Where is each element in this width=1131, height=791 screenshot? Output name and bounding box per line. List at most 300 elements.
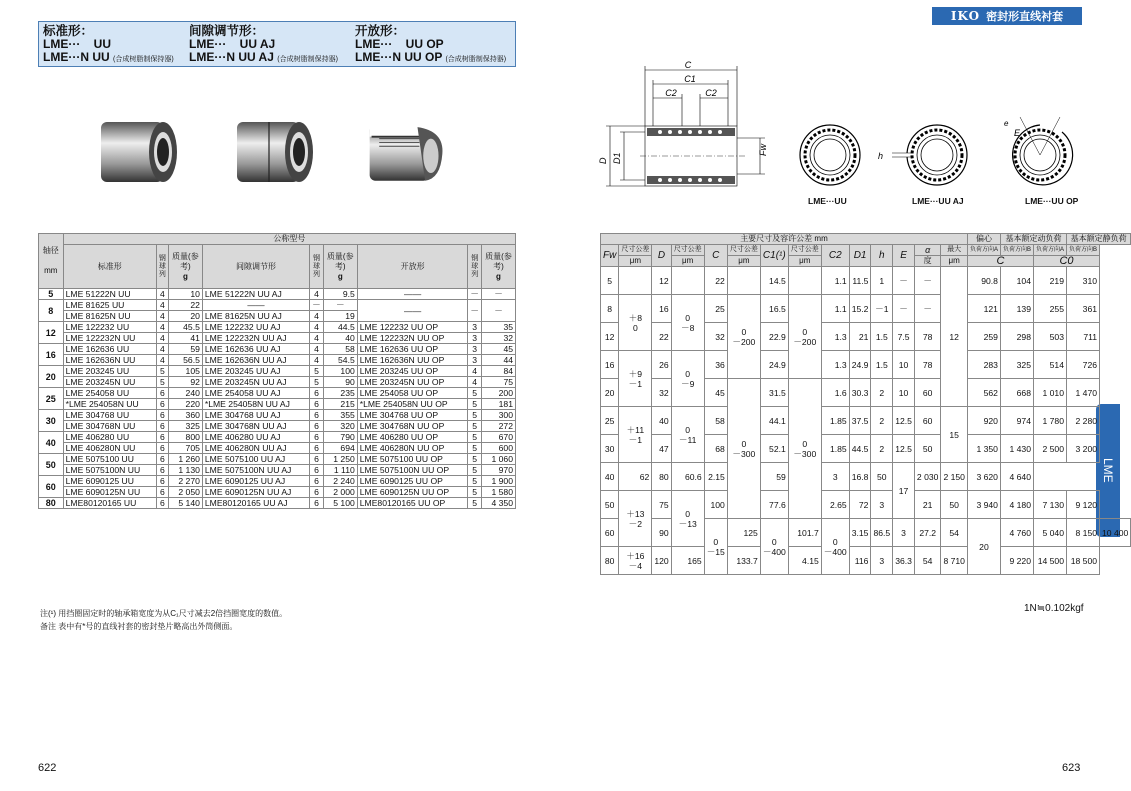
table-cell: 4: [468, 377, 482, 388]
table-cell: 5 140: [168, 498, 202, 509]
table-cell: 215: [323, 399, 357, 410]
table-cell: 2 150: [941, 463, 968, 491]
table-cell: 1.5: [871, 351, 893, 379]
table-cell: 2 270: [168, 476, 202, 487]
table-cell: 5: [468, 465, 482, 476]
dim-c2-left: C2: [665, 88, 677, 98]
table-cell: 22: [704, 267, 727, 295]
table-cell: 0 －200: [727, 295, 760, 379]
side-tab[interactable]: LME: [1096, 404, 1120, 537]
table-cell: 1 470: [1067, 379, 1100, 407]
table-cell: 562: [967, 379, 1000, 407]
th-dyn-b: 负荷方向B: [1000, 245, 1033, 256]
table-cell: LME 406280 UU OP: [357, 432, 468, 443]
table-cell: 0 －8: [671, 295, 704, 351]
table-cell: 90: [652, 519, 671, 547]
header-adjustable: 间隙调节形： LME··· UU AJ LME···N UU AJ (合成树脂制保持器): [189, 24, 338, 64]
table-row: [39, 289, 516, 300]
table-cell: LME 5075100N UU OP: [357, 465, 468, 476]
table-cell: 6: [156, 465, 168, 476]
table-cell: 5: [468, 399, 482, 410]
table-cell: 56.5: [168, 355, 202, 366]
table-cell: [671, 267, 704, 295]
table-cell: 320: [323, 421, 357, 432]
table-cell: LME 81625 UU: [63, 300, 156, 311]
table-cell: 1 130: [168, 465, 202, 476]
table-row: [39, 333, 516, 344]
table-cell: 4: [156, 355, 168, 366]
table-cell: 6: [310, 388, 324, 399]
shaft-diameter: 25: [39, 388, 64, 410]
table-cell: 298: [1000, 323, 1033, 351]
table-cell: 5: [468, 454, 482, 465]
table-cell: 2 500: [1033, 435, 1066, 463]
table-cell: 5 040: [1033, 519, 1066, 547]
table-cell: 1 250: [323, 454, 357, 465]
table-cell: 17: [893, 463, 915, 519]
table-cell: LME 203245N UU OP: [357, 377, 468, 388]
unit-note: 1N≒0.102kgf: [1024, 603, 1084, 614]
table-cell: 59: [168, 344, 202, 355]
table-cell: 2 280: [1067, 407, 1100, 435]
table-row: [39, 366, 516, 377]
table-cell: LME 304768 UU AJ: [202, 410, 309, 421]
table-cell: 60: [914, 407, 941, 435]
table-cell: 105: [168, 366, 202, 377]
table-row: [39, 410, 516, 421]
table-cell: 790: [323, 432, 357, 443]
dim-c1: C1: [684, 74, 696, 84]
table-cell: 116: [849, 547, 871, 575]
table-cell: 2 030: [914, 463, 941, 491]
table-cell: 32: [704, 323, 727, 351]
endview-uu: [795, 120, 865, 190]
table-cell: 32: [482, 333, 516, 344]
table-cell: 6: [310, 432, 324, 443]
table-cell: －: [323, 300, 357, 311]
dim-h: h: [878, 151, 884, 161]
table-row: [39, 465, 516, 476]
table-cell: 8: [601, 295, 619, 323]
table-cell: 21: [849, 323, 871, 351]
table-cell: －: [310, 300, 324, 311]
table-cell: 181: [482, 399, 516, 410]
table-row: [39, 399, 516, 410]
table-cell: 6: [310, 410, 324, 421]
table-cell: 5: [156, 366, 168, 377]
table-row: [39, 443, 516, 454]
table-cell: 78: [914, 323, 941, 351]
table-cell: 4: [156, 322, 168, 333]
table-cell: 0 －300: [727, 379, 760, 519]
table-cell: 21: [914, 491, 941, 519]
table-cell: 4: [310, 311, 324, 322]
table-row: [601, 407, 1131, 435]
table-cell: 4: [156, 333, 168, 344]
table-cell: 80: [601, 547, 619, 575]
table-cell: ——: [202, 300, 309, 311]
table-cell: －: [482, 300, 516, 322]
endview-aj: [872, 120, 972, 190]
table-cell: 0 －400: [760, 519, 788, 575]
bushing-photo-adjustable: [229, 116, 317, 188]
table-cell: 52.1: [760, 435, 788, 463]
table-cell: ＋16 －4: [619, 547, 652, 575]
table-cell: 54: [941, 519, 968, 547]
table-cell: 514: [1033, 351, 1066, 379]
table-cell: 14.5: [760, 267, 788, 295]
th-mass3: 质量(参考) g: [482, 245, 516, 289]
caption-op: LME···UU OP: [1025, 196, 1079, 206]
brand-logo: IKO: [950, 9, 981, 23]
table-cell: LME80120165 UU AJ: [202, 498, 309, 509]
th-shaft: 轴径 mm: [39, 234, 64, 289]
table-cell: LME 5075100N UU: [63, 465, 156, 476]
table-cell: 1.85: [821, 435, 849, 463]
table-cell: 2 240: [323, 476, 357, 487]
table-cell: LME 6090125 UU: [63, 476, 156, 487]
table-cell: LME 122232N UU: [63, 333, 156, 344]
table-cell: 600: [482, 443, 516, 454]
table-row: [601, 491, 1131, 519]
table-cell: 6: [310, 465, 324, 476]
table-cell: 16.5: [760, 295, 788, 323]
table-cell: 3: [871, 547, 893, 575]
table-cell: 68: [704, 435, 727, 463]
table-cell: 77.6: [760, 491, 788, 519]
table-cell: 6: [156, 388, 168, 399]
table-cell: 1.6: [821, 379, 849, 407]
table-cell: 40: [323, 333, 357, 344]
table-cell: 6: [156, 443, 168, 454]
table-cell: 220: [168, 399, 202, 410]
table-cell: 705: [168, 443, 202, 454]
table-cell: 15: [941, 407, 968, 463]
table-cell: 255: [1033, 295, 1066, 323]
table-cell: 104: [1000, 267, 1033, 295]
table-row: [39, 300, 516, 311]
table-cell: 75: [652, 491, 671, 519]
table-cell: 2: [871, 379, 893, 407]
header-box: [38, 21, 516, 67]
table-cell: LME 6090125N UU: [63, 487, 156, 498]
table-cell: 18 500: [1067, 547, 1100, 575]
table-cell: 139: [1000, 295, 1033, 323]
shaft-diameter: 30: [39, 410, 64, 432]
table-cell: 84: [482, 366, 516, 377]
table-cell: 0 －15: [704, 519, 727, 575]
table-cell: LME 6090125 UU OP: [357, 476, 468, 487]
shaft-diameter: 8: [39, 300, 64, 322]
table-cell: 355: [323, 410, 357, 421]
th-model: 公称型号: [63, 234, 515, 245]
table-cell: LME 122232 UU OP: [357, 322, 468, 333]
brand-bar: [932, 7, 1082, 25]
table-row: [601, 547, 1131, 575]
table-cell: 44.5: [849, 435, 871, 463]
th-max: 最大: [941, 245, 968, 256]
table-cell: 7.5: [893, 323, 915, 351]
table-cell: 1 430: [1000, 435, 1033, 463]
th-c1: C1(¹): [760, 245, 788, 267]
table-cell: ＋11 －1: [619, 407, 652, 463]
table-cell: 14 500: [1033, 547, 1066, 575]
table-cell: 36.3: [893, 547, 915, 575]
table-cell: 60: [914, 379, 941, 407]
table-cell: 60.6: [671, 463, 704, 491]
table-cell: 726: [1067, 351, 1100, 379]
th-c1-tol: 尺寸公差: [788, 245, 821, 256]
table-cell: LME 254058 UU: [63, 388, 156, 399]
table-cell: 4: [468, 366, 482, 377]
table-cell: LME 162636 UU AJ: [202, 344, 309, 355]
table-cell: 10: [893, 351, 915, 379]
table-cell: 120: [652, 547, 671, 575]
table-cell: 325: [1000, 351, 1033, 379]
table-cell: LME 304768N UU OP: [357, 421, 468, 432]
table-cell: 101.7: [788, 519, 821, 547]
table-cell: 5: [310, 366, 324, 377]
table-cell: 4.15: [788, 547, 821, 575]
table-cell: LME 5075100 UU AJ: [202, 454, 309, 465]
table-cell: 920: [967, 407, 1000, 435]
table-cell: 5: [468, 443, 482, 454]
table-cell: 1 900: [482, 476, 516, 487]
table-cell: LME80120165 UU: [63, 498, 156, 509]
table-cell: 0 －300: [788, 379, 821, 519]
table-cell: 10: [893, 379, 915, 407]
table-cell: 100: [704, 491, 727, 519]
th-ball: 钢球列: [156, 245, 168, 289]
table-cell: LME 122232 UU AJ: [202, 322, 309, 333]
table-cell: LME 254058 UU AJ: [202, 388, 309, 399]
table-cell: 3: [821, 463, 849, 491]
table-cell: LME 5075100 UU OP: [357, 454, 468, 465]
dim-fw: Fw: [758, 144, 768, 156]
table-cell: 40: [652, 407, 671, 435]
table-row: [39, 322, 516, 333]
table-cell: LME 203245N UU: [63, 377, 156, 388]
table-cell: 5: [468, 487, 482, 498]
table-cell: LME 406280 UU AJ: [202, 432, 309, 443]
table-cell: 4: [310, 289, 324, 300]
table-cell: 3: [468, 333, 482, 344]
model-table: [38, 233, 516, 509]
table-cell: 78: [914, 351, 941, 379]
th-ball3: 钢球列: [468, 245, 482, 289]
shaft-diameter: 20: [39, 366, 64, 388]
table-cell: 1 110: [323, 465, 357, 476]
th-mass: 质量(参考) g: [168, 245, 202, 289]
table-cell: LME 81625N UU AJ: [202, 311, 309, 322]
table-cell: LME 122232N UU OP: [357, 333, 468, 344]
table-cell: 72: [849, 491, 871, 519]
table-cell: 25: [601, 407, 619, 435]
table-cell: LME 162636 UU OP: [357, 344, 468, 355]
shaft-diameter: 16: [39, 344, 64, 366]
table-cell: 15.2: [849, 295, 871, 323]
table-cell: 5: [468, 388, 482, 399]
table-cell: 2.15: [704, 463, 727, 491]
table-cell: 30: [601, 435, 619, 463]
bushing-photo-standard: [93, 116, 181, 188]
table-cell: 12: [941, 267, 968, 407]
table-cell: 5 100: [323, 498, 357, 509]
table-cell: 9 220: [1000, 547, 1033, 575]
table-cell: LME 6090125 UU AJ: [202, 476, 309, 487]
table-cell: 7 130: [1033, 491, 1066, 519]
table-cell: 1: [871, 267, 893, 295]
table-cell: 325: [168, 421, 202, 432]
table-cell: 310: [1067, 267, 1100, 295]
table-cell: 32: [652, 379, 671, 407]
table-cell: 6: [156, 410, 168, 421]
table-cell: 4: [310, 344, 324, 355]
table-cell: LME 406280 UU: [63, 432, 156, 443]
table-cell: 4 350: [482, 498, 516, 509]
table-cell: 9 120: [1067, 491, 1100, 519]
table-cell: ＋9 －1: [619, 351, 652, 407]
th-sta: 基本额定静负荷: [1067, 234, 1131, 245]
th-d: D: [652, 245, 671, 267]
table-cell: 3 200: [1067, 435, 1100, 463]
table-cell: 5: [468, 432, 482, 443]
table-cell: 3: [468, 322, 482, 333]
table-cell: LME 406280N UU AJ: [202, 443, 309, 454]
table-row: [39, 487, 516, 498]
table-cell: *LME 254058N UU OP: [357, 399, 468, 410]
table-cell: 44: [482, 355, 516, 366]
table-cell: LME 162636N UU OP: [357, 355, 468, 366]
table-cell: 6: [310, 454, 324, 465]
table-cell: 3: [468, 355, 482, 366]
th-c2: C2: [821, 245, 849, 267]
table-cell: 6: [310, 476, 324, 487]
table-cell: ——: [357, 300, 468, 322]
th-ball2: 钢球列: [310, 245, 324, 289]
table-cell: 100: [323, 366, 357, 377]
table-cell: LME 5075100 UU: [63, 454, 156, 465]
table-row: [601, 351, 1131, 379]
table-cell: 58: [704, 407, 727, 435]
table-cell: *LME 254058N UU: [63, 399, 156, 410]
shaft-diameter: 5: [39, 289, 64, 300]
table-cell: 2: [871, 435, 893, 463]
header-open: 开放形： LME··· UU OP LME···N UU OP (合成树脂制保持器): [355, 24, 507, 64]
table-cell: LME 6090125N UU OP: [357, 487, 468, 498]
page-number-left: 622: [38, 762, 57, 774]
table-cell: 3: [468, 344, 482, 355]
table-cell: 8 710: [941, 547, 968, 575]
table-cell: 16.8: [849, 463, 871, 491]
table-cell: 40: [601, 463, 619, 491]
table-cell: 4: [310, 333, 324, 344]
table-cell: 44.5: [323, 322, 357, 333]
table-cell: 121: [967, 295, 1000, 323]
table-cell: 200: [482, 388, 516, 399]
table-cell: 2 050: [168, 487, 202, 498]
th-fw: Fw: [601, 245, 619, 267]
table-cell: LME 203245 UU AJ: [202, 366, 309, 377]
table-row: [39, 388, 516, 399]
table-cell: 24.9: [760, 351, 788, 379]
note-2: 备注 表中有*号的直线衬套的密封垫片略高出外筒侧面。: [40, 622, 238, 631]
table-cell: 50: [941, 491, 968, 519]
table-cell: 44.1: [760, 407, 788, 435]
table-cell: 35: [482, 322, 516, 333]
table-cell: 54: [914, 547, 941, 575]
note-1: 注(¹) 用挡圈固定时的轴承箱宽度为从C₁尺寸减去2倍挡圈宽度的数值。: [40, 609, 288, 618]
table-cell: 45.5: [168, 322, 202, 333]
table-cell: ——: [357, 289, 468, 300]
table-cell: LME 406280N UU: [63, 443, 156, 454]
th-c: C: [704, 245, 727, 267]
table-cell: 5: [310, 377, 324, 388]
table-cell: 6: [310, 498, 324, 509]
table-cell: 1.1: [821, 295, 849, 323]
header-standard: 标准形： LME··· UU LME···N UU (合成树脂制保持器): [43, 24, 174, 64]
table-cell: ＋13 －2: [619, 491, 652, 547]
table-cell: 16: [652, 295, 671, 323]
table-cell: 6: [156, 399, 168, 410]
table-cell: 5: [468, 476, 482, 487]
th-alpha: α: [914, 245, 941, 256]
table-cell: 165: [671, 547, 704, 575]
table-cell: 5: [468, 410, 482, 421]
table-cell: 300: [482, 410, 516, 421]
dim-c: C: [684, 60, 692, 70]
table-cell: LME 304768N UU AJ: [202, 421, 309, 432]
table-cell: 60: [601, 519, 619, 547]
table-cell: 80: [652, 463, 671, 491]
table-cell: LME 203245 UU OP: [357, 366, 468, 377]
table-cell: 1 350: [967, 435, 1000, 463]
table-cell: LME 203245N UU AJ: [202, 377, 309, 388]
table-cell: 5: [468, 498, 482, 509]
table-cell: －: [893, 295, 915, 323]
table-cell: 12.5: [893, 407, 915, 435]
table-cell: 272: [482, 421, 516, 432]
table-cell: LME 304768 UU: [63, 410, 156, 421]
table-cell: LME 254058 UU OP: [357, 388, 468, 399]
table-cell: 6: [156, 432, 168, 443]
table-cell: LME 51222N UU AJ: [202, 289, 309, 300]
table-cell: 219: [1033, 267, 1066, 295]
table-cell: 12.5: [893, 435, 915, 463]
table-cell: 30.3: [849, 379, 871, 407]
th-ecc: 偏心: [967, 234, 1000, 245]
table-cell: LME 162636N UU: [63, 355, 156, 366]
table-cell: 974: [1000, 407, 1033, 435]
table-cell: 50: [914, 435, 941, 463]
table-cell: 2.65: [821, 491, 849, 519]
table-cell: 4: [156, 289, 168, 300]
table-cell: 4: [156, 300, 168, 311]
table-cell: －: [914, 267, 941, 295]
table-cell: 1 260: [168, 454, 202, 465]
th-mass2: 质量(参考) g: [323, 245, 357, 289]
table-row: [601, 267, 1131, 295]
table-cell: 27.2: [914, 519, 941, 547]
table-cell: 1.85: [821, 407, 849, 435]
table-cell: 3.15: [849, 519, 871, 547]
table-cell: LME 51222N UU: [63, 289, 156, 300]
table-cell: 4: [310, 355, 324, 366]
table-row: [39, 498, 516, 509]
table-cell: 5: [601, 267, 619, 295]
th-e: E: [893, 245, 915, 267]
table-cell: 4 760: [1000, 519, 1033, 547]
